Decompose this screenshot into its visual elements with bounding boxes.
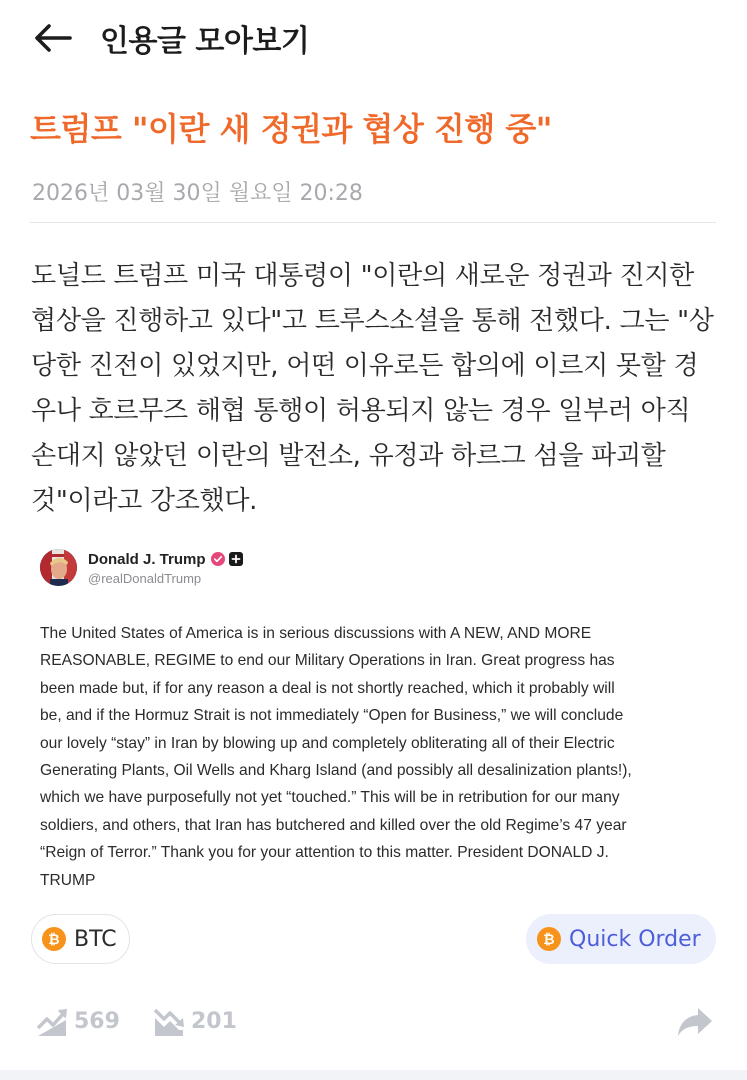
article-title: 트럼프 "이란 새 정권과 협상 진행 중" xyxy=(30,110,552,148)
back-arrow-icon xyxy=(33,23,73,53)
post-author-handle: @realDonaldTrump xyxy=(88,571,202,586)
trend-up-icon xyxy=(36,1006,68,1036)
coin-tag-label: BTC xyxy=(74,926,117,952)
divider xyxy=(30,222,716,223)
page-title: 인용글 모아보기 xyxy=(100,24,310,59)
svg-text:₿: ₿ xyxy=(543,932,555,948)
bitcoin-icon xyxy=(537,927,561,951)
trend-down-icon xyxy=(153,1006,185,1036)
bottom-strip xyxy=(0,1070,747,1080)
quick-order-button[interactable] xyxy=(526,914,716,964)
bullish-count: 569 xyxy=(74,1008,120,1034)
avatar xyxy=(40,549,77,586)
post-header xyxy=(40,548,720,586)
top-bar xyxy=(0,0,747,78)
quick-order-label: Quick Order xyxy=(569,926,701,952)
verified-badge-icon xyxy=(211,552,225,566)
post-author-name: Donald J. Trump xyxy=(88,550,206,568)
bullish-button[interactable] xyxy=(36,1006,120,1036)
share-icon[interactable] xyxy=(676,1004,714,1040)
post-text: The United States of America is in serious discussions with A NEW, AND MORE REASONABLE, REGIME to end our Military Operations in Iran. Great progress has been made but, if for any reason a deal is not shortly reached, which it probably will be, and if the Hormuz Strait is not immediately “Open for Business,” we will conclude our lovely “stay” in Iran by blowing up and completely obliterating all of their Electric Generating Plants, Oil Wells and Kharg Island (and possibly all desalinization plants!), which we have purposefully not yet “touched.” This will be in retribution for our many soldiers, and others, that Iran has butchered and killed over the old Regime’s 47 year “Reign of Terror.” Thank you for your attention to this matter. President DONALD J. TRUMP xyxy=(40,625,632,889)
article-date: 2026년 03월 30일 월요일 20:28 xyxy=(32,181,363,206)
quoted-post xyxy=(40,548,720,889)
article-body: 도널드 트럼프 미국 대통령이 "이란의 새로운 정권과 진지한 협상을 진행하고 있다"고 트루스소셜을 통해 전했다. 그는 "상당한 진전이 있었지만, 어떤 이유로든 합의에 이르지 못할 경우나 호르무즈 해협 통행이 허용되지 않는 경우 일부러 아직 손대지 않았던 이란의 발전소, 유정과 하르그 섬을 파괴할 것"이라고 강조했다. xyxy=(31,261,714,516)
bitcoin-icon xyxy=(42,927,66,951)
bearish-button[interactable] xyxy=(153,1006,237,1036)
back-button[interactable] xyxy=(30,18,76,58)
coin-tag-chip[interactable] xyxy=(31,914,130,964)
svg-text:₿: ₿ xyxy=(48,932,60,948)
plus-badge-icon xyxy=(229,552,243,566)
bearish-count: 201 xyxy=(191,1008,237,1034)
